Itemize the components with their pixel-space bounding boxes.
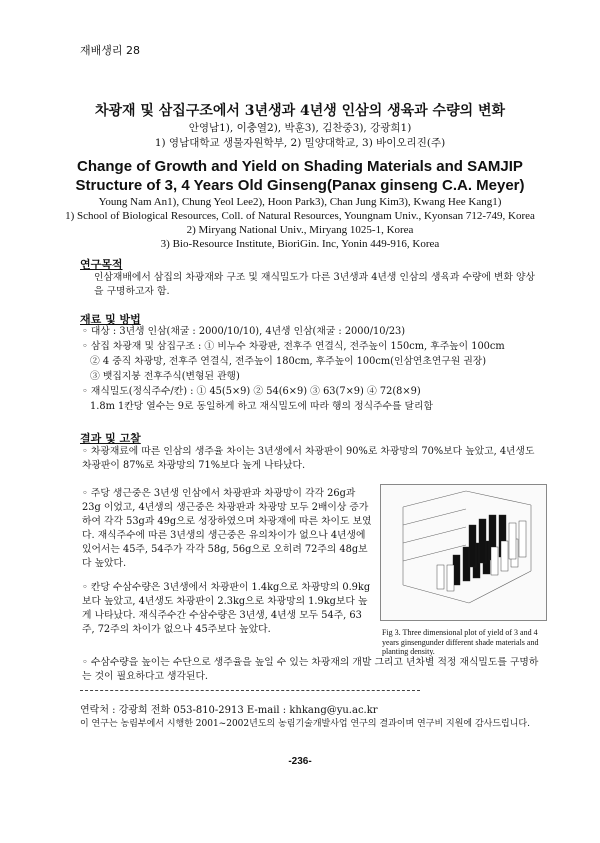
english-title-line-1: Change of Growth and Yield on Shading Materials and SAMJIP	[77, 158, 523, 175]
methods-heading: 재료 및 방법	[80, 313, 141, 326]
english-affiliation-1: 1) School of Biological Resources, Coll. of Natural Resources, Youngnam Univ., Kyonsan 712-749, Korea	[65, 210, 535, 222]
english-affiliation-2: 2) Miryang National Univ., Miryang 1025-1, Korea	[186, 224, 414, 236]
section-label: 재배생리 28	[80, 44, 140, 57]
divider	[80, 690, 420, 691]
methods-bullet-1: ◦ 대상 : 3년생 인삼(채굴 : 2000/10/10), 4년생 인삼(채굴 : 2000/10/23)	[82, 326, 406, 337]
results-bullet-2: ◦ 주당 생근중은 3년생 인삼에서 차광판과 차광망이 각각 26g과 23g 이었고, 4년생의 생근중은 차광판과 차광망 모두 2배이상 증가하여 각각 53g과 49g으로 성장하였으며 차광재에 따른 차이도 보였다. 재식주수에 따른 3년생의 생근중은 유의차이가 없으나 4년생에 있어서는 45주, 54주가 각각 58g, 56g으로 오히려 72주의 48g보다 높았다.	[82, 488, 372, 569]
results-bullet-1: ◦ 차광재료에 따른 인삼의 생주율 차이는 3년생에서 차광판이 90%로 차광망의 70%보다 높았고, 4년생도 차광판이 87%로 차광망의 71%보다 높게 나타났다.	[82, 446, 535, 471]
yield-3d-figure	[380, 484, 547, 621]
purpose-text: 인삼재배에서 삼집의 차광재와 구조 및 재식밀도가 다른 3년생과 4년생 인삼의 생육과 수량에 변화 양상을 구명하고자 함.	[94, 272, 535, 297]
english-affiliation-3: 3) Bio-Resource Institute, BioriGin. Inc, Yonin 449-916, Korea	[160, 238, 440, 250]
page-number: -236-	[288, 756, 312, 767]
methods-bullet-2c: ③ 뱃집지붕 전후주식(변형된 관행)	[90, 371, 240, 382]
methods-bullet-2: ◦ 삼집 차광재 및 삼집구조 : ① 비누수 차광판, 전후주 연결식, 전주높이 150cm, 후주높이 100cm	[82, 341, 505, 352]
korean-title: 차광재 및 삼집구조에서 3년생과 4년생 인삼의 생육과 수량의 변화	[94, 103, 506, 119]
figure-caption: Fig 3. Three dimensional plot of yield of 3 and 4 years ginsengunder different shade materials and planting density.	[382, 628, 539, 656]
english-title-line-2: Structure of 3, 4 Years Old Ginseng(Panax ginseng C.A. Meyer)	[75, 177, 525, 194]
korean-affiliations: 1) 영남대학교 생물자원학부, 2) 밀양대학교, 3) 바이오리진(주)	[154, 137, 446, 149]
english-authors: Young Nam An1), Chung Yeol Lee2), Hoon Park3), Chan Jung Kim3), Kwang Hee Kang1)	[98, 196, 502, 208]
results-bullet-4: ◦ 수삼수량을 높이는 수단으로 생주율을 높일 수 있는 차광재의 개발 그리고 년차별 적정 재식밀도를 구명하는 것이 필요하다고 생각된다.	[82, 657, 539, 682]
yield-3d-plot-graphic	[381, 485, 546, 620]
results-heading: 결과 및 고찰	[80, 432, 141, 445]
results-bullet-3: ◦ 칸당 수삼수량은 3년생에서 차광판이 1.4kg으로 차광망의 0.9kg 보다 높았고, 4년생도 차광판이 2.3kg으로 차광망의 1.9kg보다 높게 나타났다. 재식주수간 수삼수량은 3년생, 4년생 모두 54주, 63주, 72주의 차이가 없으나 45주보다 높았다.	[82, 582, 371, 635]
purpose-heading: 연구목적	[80, 258, 123, 271]
methods-bullet-3: ◦ 재식밀도(정식주수/칸) : ① 45(5×9) ② 54(6×9) ③ 63(7×9) ④ 72(8×9)	[82, 386, 421, 397]
methods-bullet-3b: 1.8m 1칸당 열수는 9로 동일하게 하고 재식밀도에 따라 행의 정식주수를 달리함	[90, 401, 433, 412]
korean-authors: 안영남1), 이충열2), 박훈3), 김찬중3), 강광희1)	[188, 122, 412, 134]
methods-bullet-2b: ② 4 중직 차광망, 전후주 연결식, 전주높이 180cm, 후주높이 100cm(인삼연초연구원 권장)	[90, 356, 487, 367]
acknowledgement: 이 연구는 농림부에서 시행한 2001~2002년도의 농림기술개발사업 연구의 결과이며 연구비 지원에 감사드립니다.	[80, 719, 530, 729]
contact-info: 연락처 : 강광희 전화 053-810-2913 E-mail : khkang@yu.ac.kr	[80, 705, 378, 716]
